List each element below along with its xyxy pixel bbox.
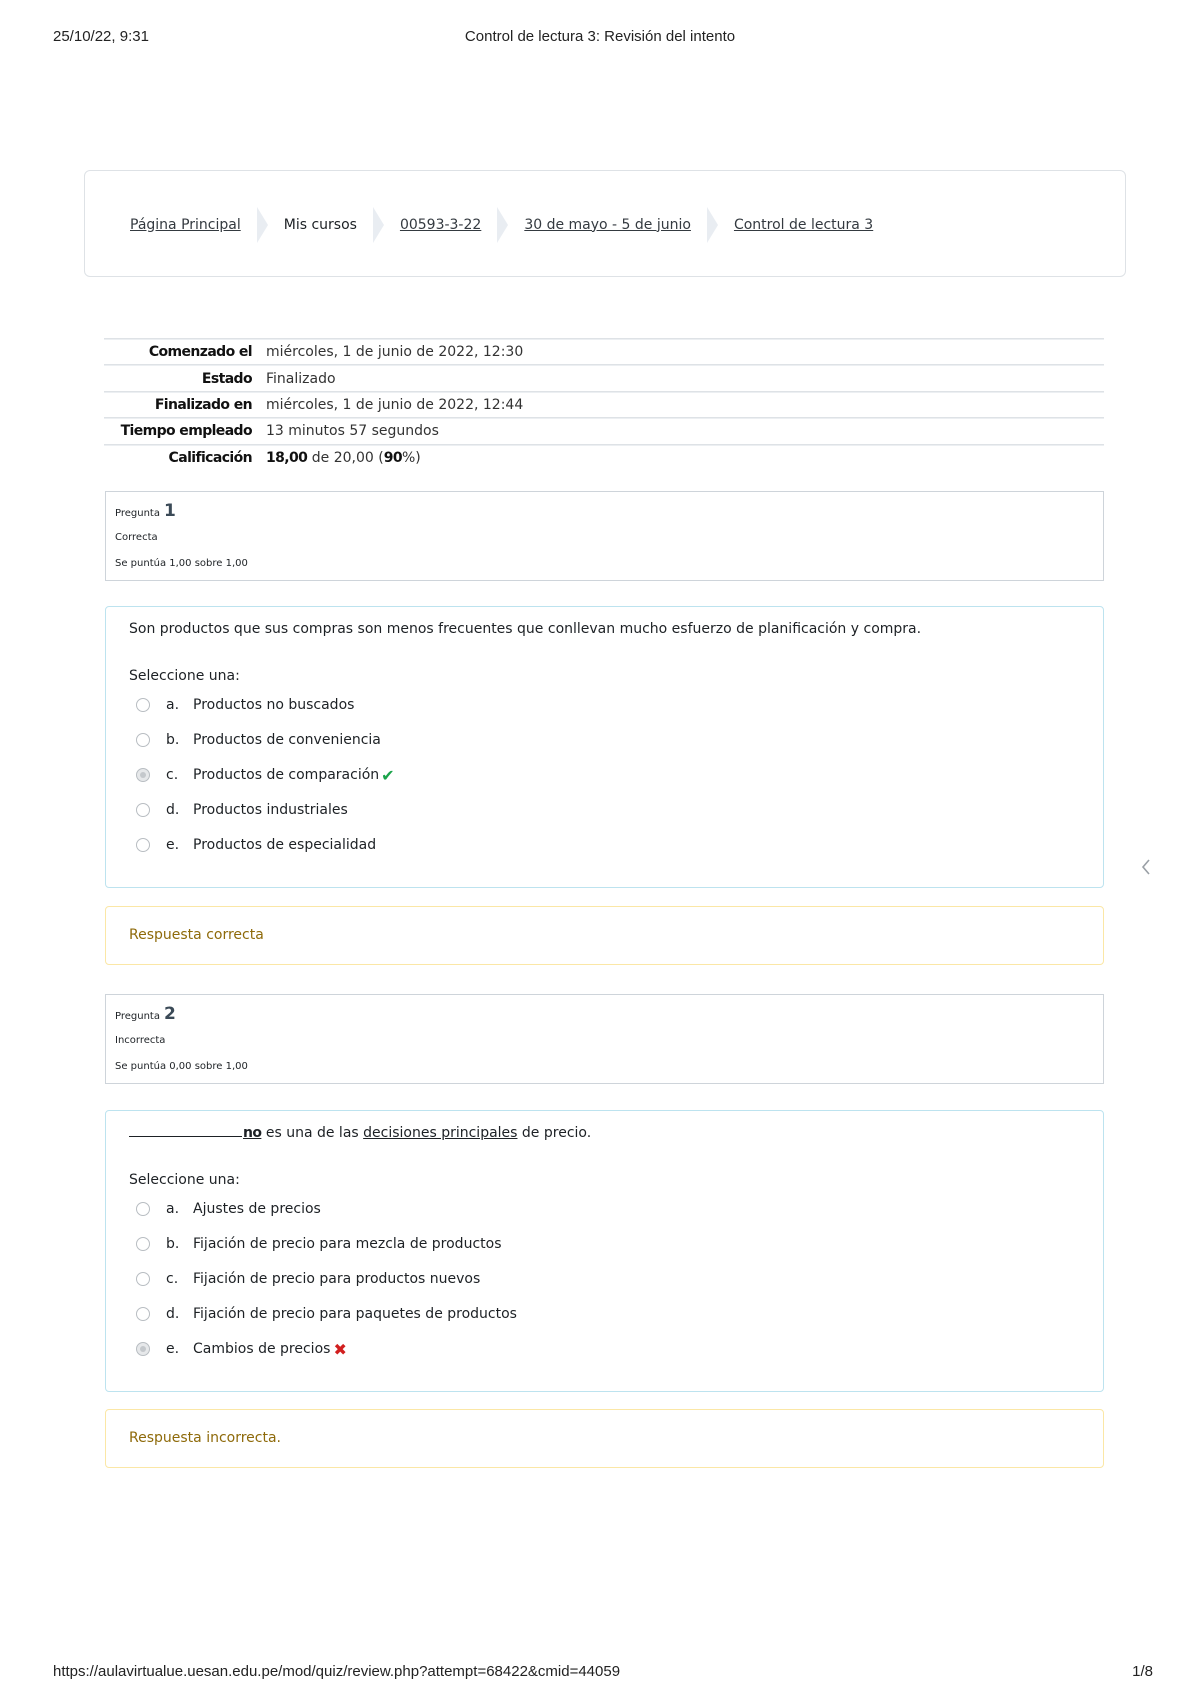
answer-option-b[interactable] <box>136 728 381 752</box>
answer-option-e[interactable] <box>136 1337 347 1361</box>
option-text: Productos de comparación <box>193 767 380 783</box>
question-label: Pregunta <box>115 1011 160 1022</box>
breadcrumb-separator <box>497 207 508 243</box>
question-number-line <box>115 1004 176 1024</box>
summary-row-state <box>104 365 1104 391</box>
option-letter: b. <box>166 1236 180 1252</box>
answer-option-e[interactable] <box>136 833 376 857</box>
answer-option-b[interactable] <box>136 1232 502 1256</box>
breadcrumb-box <box>84 170 1126 277</box>
summary-row-finished <box>104 392 1104 418</box>
radio-button[interactable] <box>136 698 150 712</box>
summary-label: Estado <box>201 370 252 387</box>
breadcrumb-course[interactable]: 00593-3-22 <box>399 216 482 233</box>
breadcrumb-my-courses: Mis cursos <box>283 216 357 233</box>
feedback-text: Respuesta correcta <box>129 927 264 943</box>
question-formulation <box>105 1110 1104 1392</box>
question-text-end: de precio. <box>517 1125 592 1141</box>
option-letter: e. <box>166 1341 180 1357</box>
radio-button[interactable] <box>136 1307 150 1321</box>
radio-button[interactable] <box>136 733 150 747</box>
attempt-summary-table <box>104 338 1104 471</box>
option-text: Productos industriales <box>193 802 348 818</box>
question-state: Incorrecta <box>115 1035 166 1046</box>
answer-option-a[interactable] <box>136 693 354 717</box>
answer-option-a[interactable] <box>136 1197 321 1221</box>
breadcrumb <box>130 171 889 278</box>
option-text: Productos de conveniencia <box>193 732 381 748</box>
breadcrumb-home[interactable]: Página Principal <box>130 216 241 233</box>
radio-button[interactable] <box>136 803 150 817</box>
summary-value: 13 minutos 57 segundos <box>266 423 439 440</box>
summary-label: Tiempo empleado <box>120 423 252 440</box>
question-formulation <box>105 606 1104 888</box>
question-info <box>105 491 1104 581</box>
breadcrumb-separator <box>373 207 384 243</box>
question-text <box>129 1125 591 1141</box>
answer-option-d[interactable] <box>136 1302 517 1326</box>
option-text: Cambios de precios <box>193 1341 331 1357</box>
print-page-number: 1/8 <box>1132 1663 1153 1680</box>
question-label: Pregunta <box>115 508 160 519</box>
summary-value: miércoles, 1 de junio de 2022, 12:44 <box>266 396 524 413</box>
option-text: Fijación de precio para mezcla de productos <box>193 1236 502 1252</box>
radio-button-selected[interactable] <box>136 768 150 782</box>
grade-of: de 20,00 ( <box>307 450 384 467</box>
radio-button[interactable] <box>136 1202 150 1216</box>
summary-row-started <box>104 339 1104 365</box>
grade-close: %) <box>402 450 421 467</box>
summary-value: Finalizado <box>266 370 336 387</box>
option-text: Productos de especialidad <box>193 837 377 853</box>
summary-label: Finalizado en <box>154 396 252 413</box>
answer-option-c[interactable] <box>136 1267 480 1291</box>
radio-button[interactable] <box>136 1272 150 1286</box>
breadcrumb-quiz[interactable]: Control de lectura 3 <box>733 216 874 233</box>
question-grade: Se puntúa 0,00 sobre 1,00 <box>115 1061 248 1072</box>
breadcrumb-week[interactable]: 30 de mayo - 5 de junio <box>524 216 691 233</box>
answer-option-c[interactable] <box>136 763 395 787</box>
question-text-link: decisiones principales <box>363 1125 518 1141</box>
radio-button[interactable] <box>136 838 150 852</box>
print-header <box>0 28 1200 50</box>
grade-score: 18,00 <box>266 450 308 467</box>
fill-blank <box>129 1125 242 1137</box>
summary-row-grade <box>104 445 1104 471</box>
option-letter: a. <box>166 1201 180 1217</box>
summary-grade-value <box>252 450 421 466</box>
option-letter: d. <box>166 802 180 818</box>
question-number: 2 <box>163 1004 176 1024</box>
question-text-negation: no <box>243 1125 262 1141</box>
summary-row-time <box>104 418 1104 444</box>
option-letter: a. <box>166 697 180 713</box>
option-text: Ajustes de precios <box>193 1201 321 1217</box>
question-state: Correcta <box>115 532 158 543</box>
answer-option-d[interactable] <box>136 798 348 822</box>
answer-feedback <box>105 906 1104 965</box>
print-url: https://aulavirtualue.uesan.edu.pe/mod/quiz/review.php?attempt=68422&cmid=44059 <box>53 1663 621 1680</box>
check-icon: ✔ <box>381 765 395 785</box>
breadcrumb-separator <box>257 207 268 243</box>
feedback-text: Respuesta incorrecta. <box>129 1430 282 1446</box>
print-title: Control de lectura 3: Revisión del intento <box>464 28 736 45</box>
grade-percent: 90 <box>383 450 402 467</box>
summary-label: Comenzado el <box>148 344 252 361</box>
question-grade: Se puntúa 1,00 sobre 1,00 <box>115 558 248 569</box>
option-letter: c. <box>166 767 179 783</box>
chevron-left-icon[interactable] <box>1141 859 1151 875</box>
question-text-mid: es una de las <box>261 1125 364 1141</box>
option-letter: e. <box>166 837 180 853</box>
question-number: 1 <box>163 501 176 521</box>
option-text: Fijación de precio para productos nuevos <box>193 1271 481 1287</box>
question-number-line <box>115 501 176 521</box>
summary-value: miércoles, 1 de junio de 2022, 12:30 <box>266 344 524 361</box>
cross-icon: ✖ <box>333 1339 347 1359</box>
select-prompt: Seleccione una: <box>129 1172 240 1188</box>
question-info <box>105 994 1104 1084</box>
option-text: Fijación de precio para paquetes de productos <box>193 1306 517 1322</box>
summary-label: Calificación <box>168 450 252 467</box>
option-text: Productos no buscados <box>193 697 355 713</box>
select-prompt: Seleccione una: <box>129 668 240 684</box>
breadcrumb-separator <box>707 207 718 243</box>
option-letter: b. <box>166 732 180 748</box>
option-letter: c. <box>166 1271 179 1287</box>
option-letter: d. <box>166 1306 180 1322</box>
question-text: Son productos que sus compras son menos frecuentes que conllevan mucho esfuerzo de planificación y compra. <box>129 621 922 637</box>
print-datetime: 25/10/22, 9:31 <box>53 28 149 45</box>
radio-button[interactable] <box>136 1237 150 1251</box>
answer-feedback <box>105 1409 1104 1468</box>
radio-button-selected[interactable] <box>136 1342 150 1356</box>
